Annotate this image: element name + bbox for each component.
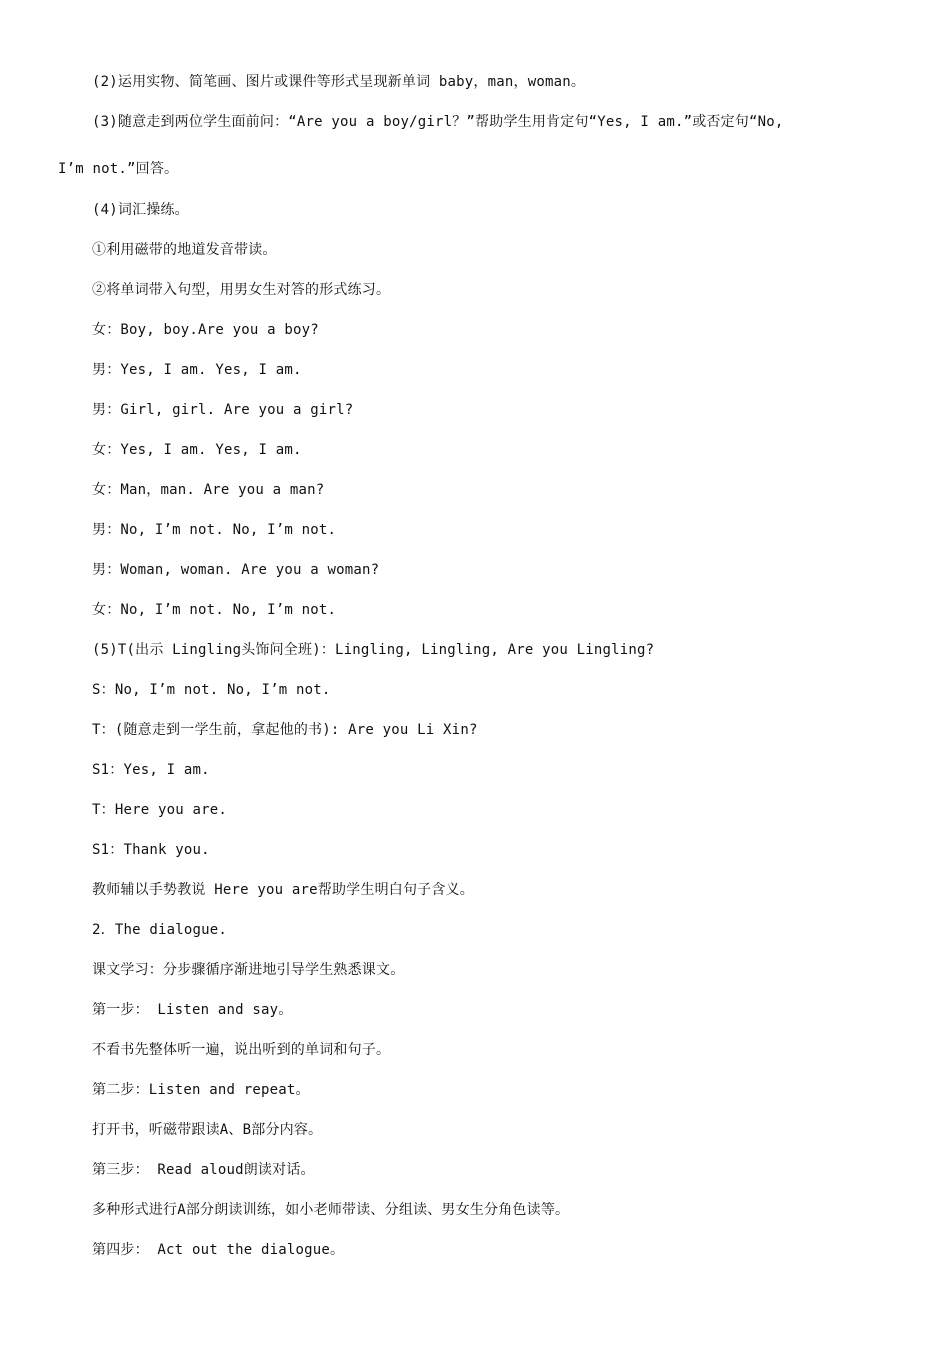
step-3-continuation: I’m not.”回答。	[58, 161, 179, 177]
dialogue-line: S1：Thank you.	[92, 842, 210, 858]
dialogue-line: 男：No, I’m not. No, I’m not.	[92, 522, 337, 538]
text-study-intro: 课文学习：分步骤循序渐进地引导学生熟悉课文。	[92, 962, 405, 978]
step-two-title: 第二步：Listen and repeat。	[92, 1082, 310, 1098]
dialogue-line: T：Here you are.	[92, 802, 228, 818]
dialogue-line: 女：Boy, boy.Are you a boy?	[92, 322, 319, 338]
section-2-heading: 2．The dialogue.	[92, 922, 228, 938]
dialogue-line: 男：Woman, woman. Are you a woman?	[92, 562, 380, 578]
dialogue-line: 女：No, I’m not. No, I’m not.	[92, 602, 337, 618]
step-four-title: 第四步： Act out the dialogue。	[92, 1242, 345, 1258]
dialogue-line: 男：Girl, girl. Are you a girl?	[92, 402, 354, 418]
step-two-body: 打开书，听磁带跟读A、B部分内容。	[92, 1122, 323, 1138]
dialogue-line: 男：Yes, I am. Yes, I am.	[92, 362, 302, 378]
step-4-item-2: ②将单词带入句型，用男女生对答的形式练习。	[92, 282, 391, 298]
teacher-note: 教师辅以手势教说 Here you are帮助学生明白句子含义。	[92, 882, 474, 898]
dialogue-line: 女：Yes, I am. Yes, I am.	[92, 442, 302, 458]
step-5-teacher-prompt: (5)T(出示 Lingling头饰问全班)：Lingling, Lingling, Are you Lingling?	[92, 642, 655, 658]
step-4-heading: (4)词汇操练。	[92, 202, 189, 218]
dialogue-line: S1：Yes, I am.	[92, 762, 210, 778]
step-4-item-1: ①利用磁带的地道发音带读。	[92, 242, 277, 258]
step-2-present-words: (2)运用实物、简笔画、图片或课件等形式呈现新单词 baby，man，woman。	[92, 74, 586, 90]
dialogue-line: 女：Man，man. Are you a man?	[92, 482, 325, 498]
step-one-title: 第一步： Listen and say。	[92, 1002, 293, 1018]
step-3-ask-question: (3)随意走到两位学生面前问：“Are you a boy/girl？”帮助学生用肯定句“Yes, I am.”或否定句“No,	[92, 114, 784, 130]
step-three-body: 多种形式进行A部分朗读训练，如小老师带读、分组读、男女生分角色读等。	[92, 1202, 570, 1218]
step-one-body: 不看书先整体听一遍，说出听到的单词和句子。	[92, 1042, 391, 1058]
step-three-title: 第三步： Read aloud朗读对话。	[92, 1162, 315, 1178]
dialogue-line: T：(随意走到一学生前，拿起他的书): Are you Li Xin?	[92, 722, 478, 738]
dialogue-line: S：No, I’m not. No, I’m not.	[92, 682, 331, 698]
